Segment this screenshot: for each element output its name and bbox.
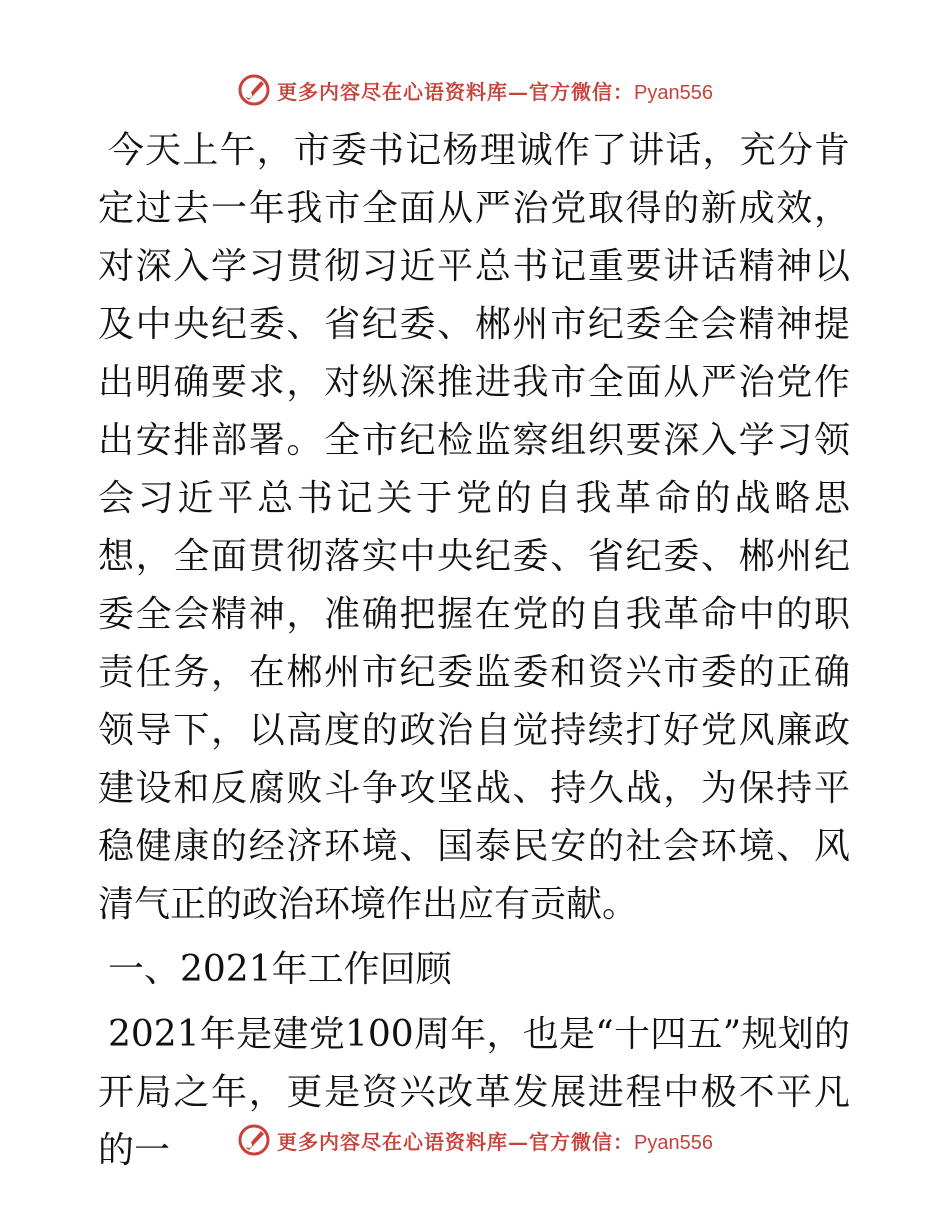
footer-wechat-id: Pyan556 — [634, 1131, 713, 1154]
footer-banner-label: 更多内容尽在心语资料库—官方微信： — [277, 1129, 635, 1154]
quill-seal-logo-icon — [237, 73, 271, 107]
header-wechat-id: Pyan556 — [634, 81, 713, 104]
body-paragraph-1: 今天上午，市委书记杨理诚作了讲话，充分肯定过去一年我市全面从严治党取得的新成效，对深入学习贯彻习近平总书记重要讲话精神以及中央纪委、省纪委、郴州市纪委全会精神提出明确要求，对纵深推进我市全面从严治党作出安排部署。全市纪检监察组织要深入学习领会习近平总书记关于党的自我革命的战略思想，全面贯彻落实中央纪委、省纪委、郴州纪委全会精神，准确把握在党的自我革命中的职责任务，在郴州市纪委监委和资兴市委的正确领导下，以高度的政治自觉持续打好党风廉政建设和反腐败斗争攻坚战、持久战，为保持平稳健康的经济环境、国泰民安的社会环境、风清气正的政治环境作出应有贡献。 — [98, 130, 850, 925]
body-paragraph-2: 2021年是建党100周年，也是“十四五”规划的开局之年，更是资兴改革发展进程中极不平凡的一 — [98, 1014, 850, 1171]
header-banner-text — [277, 76, 713, 105]
footer-banner-text — [277, 1126, 713, 1155]
footer-banner — [0, 1120, 950, 1160]
document-body — [98, 122, 850, 1180]
header-banner — [0, 70, 950, 110]
section-heading: 一、2021年工作回顾 — [108, 949, 452, 990]
header-banner-label: 更多内容尽在心语资料库—官方微信： — [277, 79, 635, 104]
quill-seal-logo-icon — [237, 1123, 271, 1157]
